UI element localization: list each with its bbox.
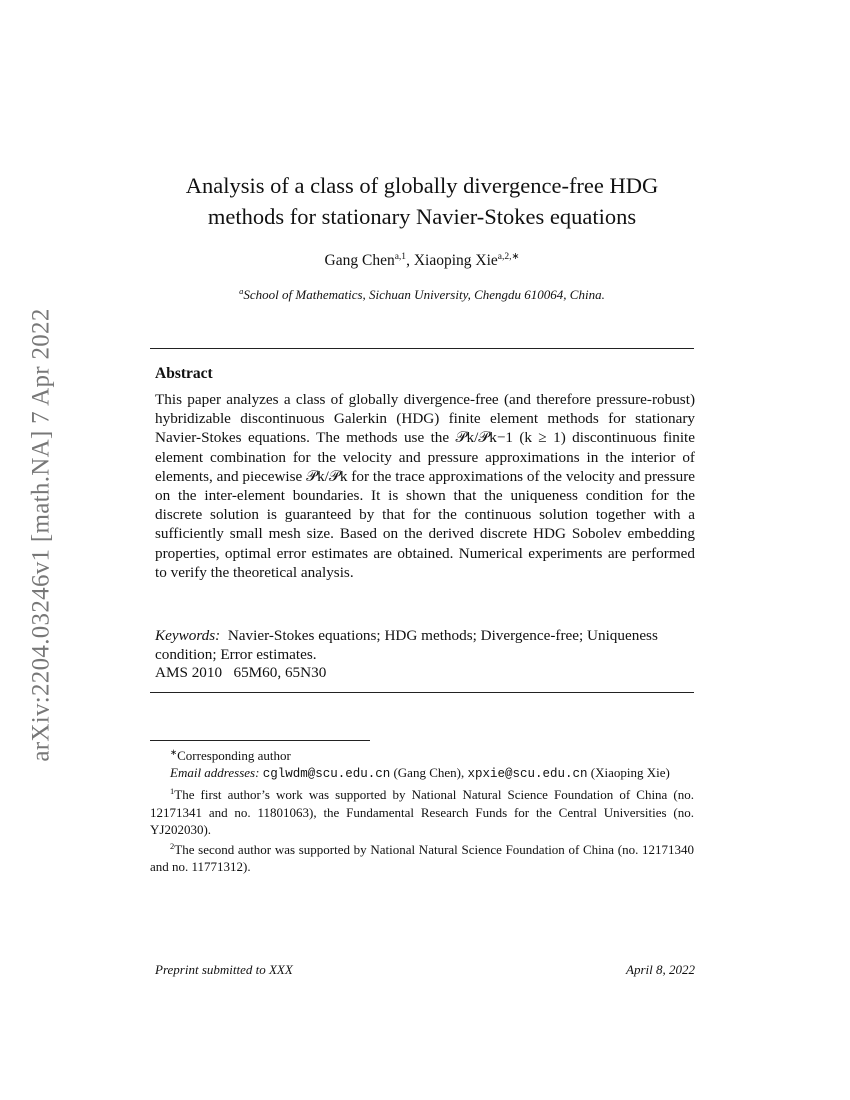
arxiv-id-text: arXiv:2204.03246v1 [math.NA] 7 Apr 2022 — [28, 308, 56, 762]
email-link[interactable]: cglwdm@scu.edu.cn — [262, 767, 391, 782]
paper-title: Analysis of a class of globally divergence-free HDG methods for stationary Navier-Stokes equations — [185, 173, 659, 229]
footnote-mark: ∗ — [170, 747, 178, 757]
abstract-bottom-rule — [150, 692, 694, 693]
author-list — [150, 251, 694, 270]
footnote-email — [150, 764, 694, 783]
abstract-heading: Abstract — [155, 365, 213, 382]
abstract-body: This paper analyzes a class of globally divergence-free (and therefore pressure-robust) hybridizable discontinuous Galerkin (HDG) finite element methods for stationary Navier-Stokes equations. The methods use the 𝒫k/𝒫k−1 (k ≥ 1) discontinuous finite element combination for the velocity and pressure approximations in the interior of elements, and piecewise 𝒫k/𝒫k for the trace approximations of the velocity and pressure on the inter-element boundaries. It is shown that the uniqueness condition for the discrete solution is guaranteed by that for the continuous solution together with a sufficiently small mesh size. Based on the derived discrete HDG Sobolev embedding properties, optimal error estimates are obtained. Numerical experiments are performed to verify the theoretical analysis. — [155, 391, 695, 581]
footnote-2 — [150, 838, 694, 875]
email-label: Email addresses: — [170, 765, 260, 781]
author-separator: , — [406, 252, 414, 269]
footnote-corresponding — [150, 744, 694, 764]
keywords-text: Navier-Stokes equations; HDG methods; Divergence-free; Uniqueness condition; Error estimates. — [155, 627, 658, 664]
footer-date: April 8, 2022 — [626, 962, 695, 977]
affiliation-text: School of Mathematics, Sichuan University, Chengdu 610064, China. — [243, 287, 605, 302]
ams-classification: AMS 2010 65M60, 65N30 — [155, 664, 327, 681]
keywords-label: Keywords: — [155, 627, 221, 644]
footnote-mark: 2 — [170, 841, 175, 852]
footnote-1 — [150, 783, 694, 838]
arxiv-identifier-stamp — [12, 270, 72, 800]
footnote-mark: 1 — [170, 786, 175, 797]
email-owner: (Xiaoping Xie) — [587, 765, 670, 781]
footnote-text: Corresponding author — [177, 748, 291, 763]
author-name: Gang Chen — [324, 252, 395, 269]
footnote-text: The second author was supported by National Natural Science Foundation of China (no. 12171340 and no. 11771312). — [150, 842, 694, 875]
author-name: Xiaoping Xie — [413, 252, 498, 269]
footnotes — [150, 744, 694, 875]
email-owner: (Gang Chen), — [390, 765, 468, 781]
abstract-top-rule — [150, 348, 694, 349]
email-link[interactable]: xpxie@scu.edu.cn — [467, 767, 588, 782]
footnote-text: The first author’s work was supported by National Natural Science Foundation of China (no. 12171341 and no. 11801063), the Fundamental Research Funds for the Central Universities (no. YJ202030). — [150, 787, 694, 837]
author-marks: a,2,∗ — [497, 252, 520, 262]
affiliation — [150, 286, 694, 303]
footnote-rule — [150, 740, 370, 741]
keywords — [155, 626, 695, 664]
affiliation-mark: a — [239, 286, 244, 296]
author-marks: a,1 — [394, 252, 407, 262]
footer-preprint-note: Preprint submitted to XXX — [155, 962, 293, 977]
